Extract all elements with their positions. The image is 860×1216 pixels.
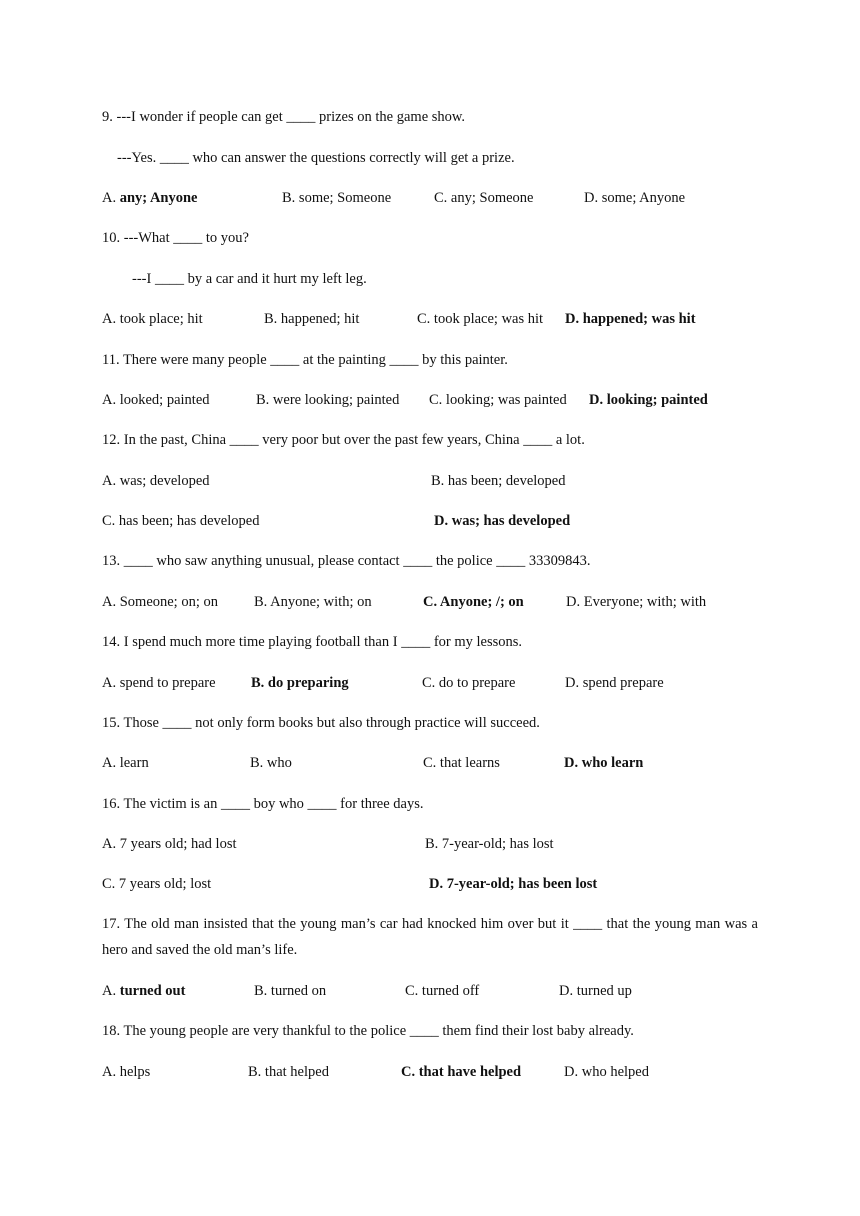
q10-stem: 10. ---What ____ to you?: [102, 230, 249, 246]
q18-stem: 18. The young people are very thankful to the police ____ them find their lost baby already.: [102, 1023, 634, 1039]
q15-option-b: B. who: [250, 755, 292, 771]
q10-option-b: B. happened; hit: [264, 311, 360, 327]
q12-stem: 12. In the past, China ____ very poor but over the past few years, China ____ a lot.: [102, 432, 585, 448]
q11-option-d: D. looking; painted: [589, 392, 708, 408]
q10-option-d: D. happened; was hit: [565, 311, 696, 327]
q18-option-d: D. who helped: [564, 1064, 649, 1080]
q17-option-d: D. turned up: [559, 983, 632, 999]
q17-option-b: B. turned on: [254, 983, 327, 999]
q9-option-a-letter: A.: [102, 190, 120, 206]
q14-option-a: A. spend to prepare: [102, 675, 216, 691]
q16-option-a: A. 7 years old; had lost: [102, 836, 237, 852]
q10-reply: ---I ____ by a car and it hurt my left leg.: [132, 271, 367, 287]
q11-option-b: B. were looking; painted: [256, 392, 400, 408]
q16-option-b: B. 7-year-old; has lost: [425, 836, 554, 852]
q11-option-c: C. looking; was painted: [429, 392, 567, 408]
q9-stem: 9. ---I wonder if people can get ____ prizes on the game show.: [102, 109, 466, 125]
q17-option-c: C. turned off: [405, 983, 480, 999]
q17-option-a-text: turned out: [119, 983, 186, 999]
q9-option-a-text: any; Anyone: [119, 190, 198, 206]
q9-reply: ---Yes. ____ who can answer the questions correctly will get a prize.: [117, 150, 515, 166]
q15-option-d: D. who learn: [564, 755, 644, 771]
q14-option-c: C. do to prepare: [422, 675, 516, 691]
q18-option-a: A. helps: [102, 1064, 151, 1080]
q13-option-c: C. Anyone; /; on: [423, 594, 524, 610]
q12-option-b: B. has been; developed: [431, 473, 566, 489]
q17-option-a-letter: A.: [102, 983, 120, 999]
q16-stem: 16. The victim is an ____ boy who ____ for three days.: [102, 796, 424, 812]
q18-option-b: B. that helped: [248, 1064, 329, 1080]
q16-option-c: C. 7 years old; lost: [102, 876, 212, 892]
q10-option-a: A. took place; hit: [102, 311, 203, 327]
q17-option-a: [102, 983, 185, 1000]
q9-option-b: B. some; Someone: [282, 190, 392, 206]
q16-option-d: D. 7-year-old; has been lost: [429, 876, 598, 892]
q9-option-a: [102, 190, 198, 207]
q15-stem: 15. Those ____ not only form books but also through practice will succeed.: [102, 715, 540, 731]
q9-option-c: C. any; Someone: [434, 190, 534, 206]
q10-option-c: C. took place; was hit: [417, 311, 544, 327]
q18-option-c: C. that have helped: [401, 1064, 522, 1080]
q14-stem: 14. I spend much more time playing football than I ____ for my lessons.: [102, 634, 523, 650]
q13-option-d: D. Everyone; with; with: [566, 594, 707, 610]
q9-option-d: D. some; Anyone: [584, 190, 686, 206]
q13-option-b: B. Anyone; with; on: [254, 594, 372, 610]
q13-option-a: A. Someone; on; on: [102, 594, 218, 610]
q17-stem: 17. The old man insisted that the young man’s car had knocked him over but it ____ that the young man was a hero and saved the old man’s life.: [102, 916, 758, 958]
q15-option-c: C. that learns: [423, 755, 500, 771]
q11-stem: 11. There were many people ____ at the painting ____ by this painter.: [102, 352, 508, 368]
q14-option-b: B. do preparing: [251, 675, 349, 691]
q12-option-d: D. was; has developed: [434, 513, 571, 529]
q13-stem: 13. ____ who saw anything unusual, please contact ____ the police ____ 33309843.: [102, 553, 591, 569]
q14-option-d: D. spend prepare: [565, 675, 664, 691]
q15-option-a: A. learn: [102, 755, 149, 771]
q12-option-c: C. has been; has developed: [102, 513, 260, 529]
q12-option-a: A. was; developed: [102, 473, 210, 489]
q11-option-a: A. looked; painted: [102, 392, 210, 408]
